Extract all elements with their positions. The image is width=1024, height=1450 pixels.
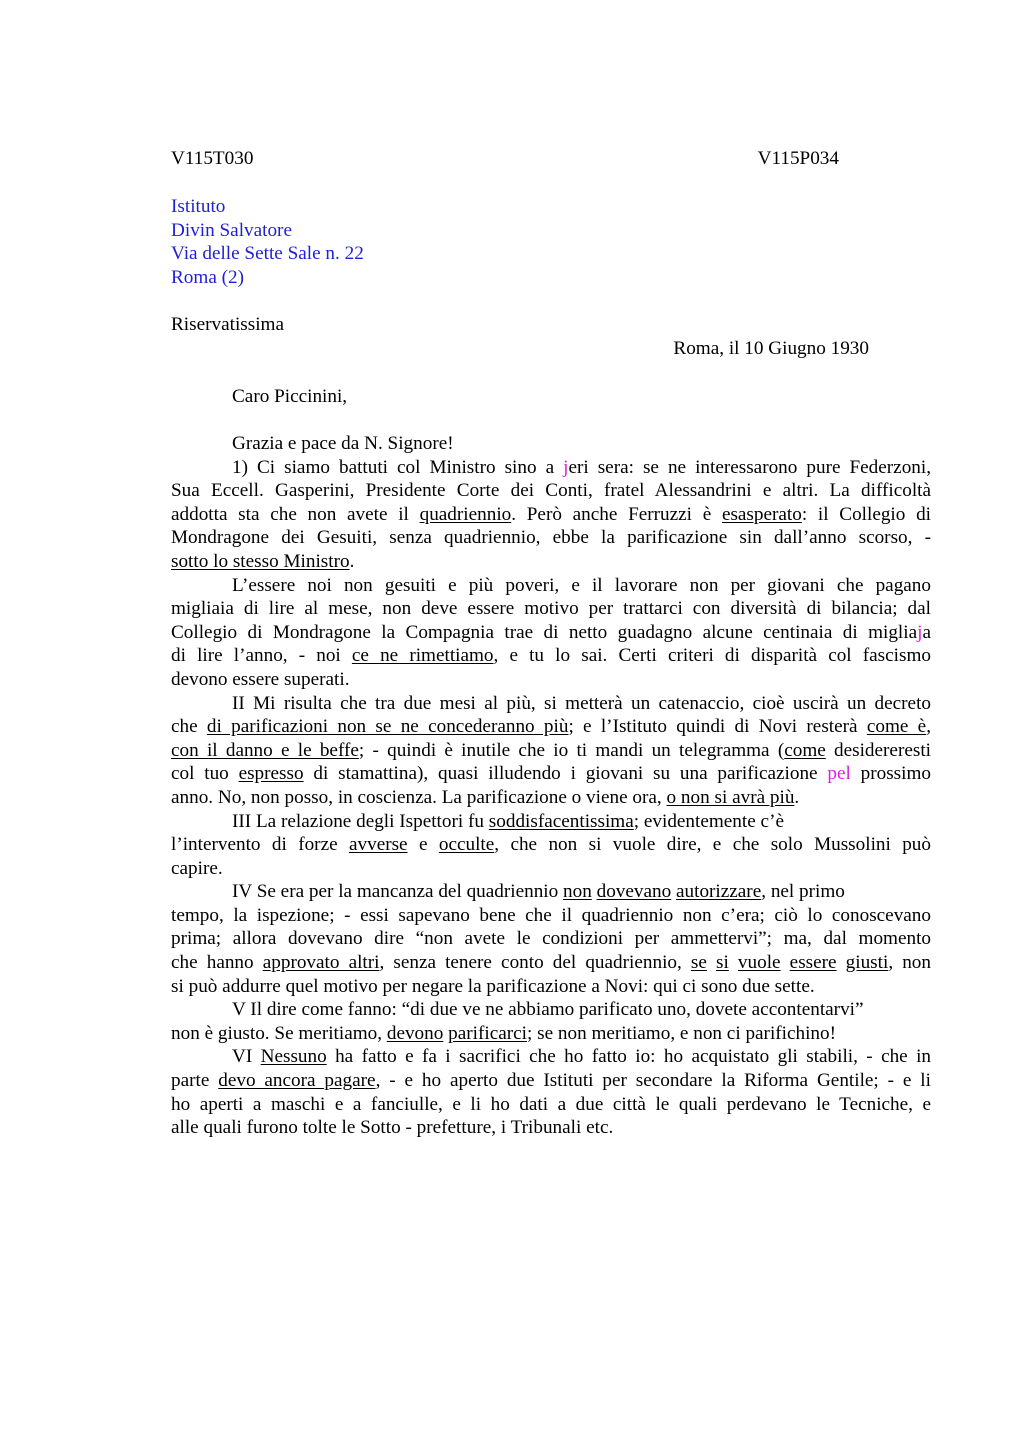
text-segment: tempo, la ispezione; - essi sapevano bene che il quadriennio non c’era; ciò lo conoscevano bbox=[171, 904, 931, 926]
text-line bbox=[171, 456, 931, 480]
text-line bbox=[171, 1116, 931, 1140]
text-segment: parte bbox=[171, 1070, 219, 1092]
underlined-text: dovevano bbox=[596, 881, 672, 903]
underlined-text: ce ne rimettiamo bbox=[351, 645, 494, 667]
address-line: Istituto bbox=[171, 196, 226, 217]
text-line bbox=[171, 998, 931, 1022]
recipient-address bbox=[171, 195, 364, 289]
highlighted-text: pel bbox=[827, 763, 851, 785]
text-line bbox=[171, 1022, 931, 1046]
text-segment: : il Collegio di bbox=[801, 503, 931, 525]
underlined-text: o non si avrà più bbox=[666, 786, 795, 808]
text-segment: alle quali furono tolte le Sotto - prefetture, i Tribunali etc. bbox=[171, 1117, 614, 1139]
underlined-text: esasperato bbox=[721, 503, 802, 525]
text-segment: anno. No, non posso, in coscienza. La parificazione o viene ora, bbox=[171, 786, 667, 808]
text-segment: ho aperti a maschi e a fanciulle, e li ho dati a due città le quali perdevano le Tecniche, e bbox=[171, 1093, 931, 1115]
text-segment: V Il dire come fanno: “di due ve ne abbiamo parificato uno, dovete accontentarvi” bbox=[232, 999, 864, 1021]
text-segment: che hanno bbox=[171, 952, 263, 974]
text-segment bbox=[781, 952, 790, 973]
underlined-text: non bbox=[563, 881, 592, 903]
text-line bbox=[171, 597, 931, 621]
highlighted-text: j bbox=[563, 456, 569, 478]
text-segment: col tuo bbox=[171, 763, 239, 785]
text-segment: prima; allora dovevano dire “non avete le condizioni per ammettervi”; ma, dal momento bbox=[171, 928, 931, 950]
address-line: Roma (2) bbox=[171, 266, 245, 288]
text-segment: e bbox=[407, 834, 439, 856]
text-segment: di stamattina), quasi illudendo i giovani su una parificazione bbox=[303, 763, 828, 785]
text-segment: devono essere superati. bbox=[171, 668, 350, 690]
underlined-text: soddisfacentissima bbox=[488, 810, 634, 832]
text-segment: , bbox=[926, 716, 931, 738]
underlined-text: espresso bbox=[238, 763, 304, 785]
underlined-text: quadriennio bbox=[419, 503, 512, 525]
text-segment: VI bbox=[232, 1046, 261, 1068]
text-line bbox=[171, 786, 931, 810]
document-code-left: V115T030 bbox=[171, 148, 254, 169]
text-segment: Sua Eccell. Gasperini, Presidente Corte dei Conti, fratel Alessandrini e altri. La difficoltà bbox=[171, 480, 931, 502]
underlined-text: occulte bbox=[438, 834, 495, 856]
text-segment: IV Se era per la mancanza del quadriennio bbox=[232, 881, 564, 903]
document-codes bbox=[171, 147, 839, 171]
text-segment: L’essere noi non gesuiti e più poveri, e il lavorare non per giovani che pagano bbox=[232, 574, 931, 596]
text-segment: che bbox=[171, 716, 207, 738]
text-segment: l’intervento di forze bbox=[171, 834, 349, 856]
text-segment: , nel primo bbox=[761, 881, 845, 903]
letter-date: Roma, il 10 Giugno 1930 bbox=[673, 338, 869, 359]
address-line: Divin Salvatore bbox=[171, 219, 292, 241]
text-line bbox=[171, 692, 931, 716]
text-line bbox=[171, 1093, 931, 1117]
highlighted-text: j bbox=[917, 621, 923, 643]
text-line bbox=[171, 621, 931, 645]
text-line bbox=[171, 715, 931, 739]
text-segment: eri sera: se ne interessarono pure Federzoni, bbox=[568, 456, 932, 478]
text-segment: prossimo bbox=[850, 763, 931, 785]
text-segment bbox=[729, 952, 738, 973]
text-line bbox=[171, 927, 931, 951]
letter-body bbox=[171, 432, 931, 1140]
underlined-text: Nessuno bbox=[260, 1046, 327, 1068]
text-line bbox=[171, 503, 931, 527]
text-segment: III La relazione degli Ispettori fu bbox=[232, 810, 489, 832]
text-segment: addotta sta che non avete il bbox=[171, 503, 420, 525]
text-segment: capire. bbox=[171, 857, 223, 879]
text-segment: , - e ho aperto due Istituti per secondare la Riforma Gentile; - e li bbox=[375, 1070, 931, 1092]
text-segment: Collegio di Mondragone la Compagnia trae di netto guadagno alcune centinaia di miglia bbox=[171, 621, 918, 643]
text-line bbox=[171, 880, 931, 904]
text-segment: ; - quindi è inutile che io ti mandi un telegramma ( bbox=[358, 739, 785, 761]
text-segment: desidereresti bbox=[825, 739, 931, 761]
underlined-text: parificarci bbox=[448, 1022, 527, 1044]
text-line bbox=[171, 833, 931, 857]
underlined-text: con il danno e le beffe bbox=[171, 739, 359, 761]
text-segment: . Però anche Ferruzzi è bbox=[511, 503, 722, 525]
text-segment: Mondragone dei Gesuiti, senza quadriennio, ebbe la parificazione sin dall’anno scorso, - bbox=[171, 527, 931, 549]
text-segment: . bbox=[794, 786, 800, 808]
text-line bbox=[171, 644, 931, 668]
underlined-text: devono bbox=[386, 1022, 444, 1044]
underlined-text: se bbox=[690, 952, 707, 974]
text-line bbox=[171, 668, 931, 692]
underlined-text: approvato altri bbox=[262, 952, 380, 974]
underlined-text: devo ancora pagare bbox=[218, 1070, 376, 1092]
text-line bbox=[171, 975, 931, 999]
text-segment: 1) Ci siamo battuti col Ministro sino a bbox=[232, 456, 564, 478]
text-segment: ; e l’Istituto quindi di Novi resterà bbox=[568, 716, 867, 738]
text-segment: non è giusto. Se meritiamo, bbox=[171, 1022, 387, 1044]
text-line bbox=[171, 857, 931, 881]
text-segment: si può addurre quel motivo per negare la parificazione a Novi: qui ci sono due sette. bbox=[171, 975, 815, 997]
underlined-text: vuole bbox=[737, 952, 781, 974]
underlined-text: come è bbox=[866, 716, 927, 738]
text-line bbox=[171, 1045, 931, 1069]
text-line bbox=[171, 904, 931, 928]
text-line bbox=[171, 479, 931, 503]
text-segment bbox=[707, 952, 716, 973]
salutation: Caro Piccinini, bbox=[232, 386, 348, 407]
text-segment: ; evidentemente c’è bbox=[633, 810, 784, 832]
text-segment: , senza tenere conto del quadriennio, bbox=[379, 952, 691, 974]
confidentiality-note: Riservatissima bbox=[171, 314, 284, 335]
text-line bbox=[171, 762, 931, 786]
text-segment: II Mi risulta che tra due mesi al più, si metterà un catenaccio, cioè uscirà un decreto bbox=[232, 692, 931, 714]
text-line bbox=[171, 550, 931, 574]
text-segment bbox=[837, 952, 846, 973]
text-line bbox=[171, 810, 931, 834]
underlined-text: giusti bbox=[845, 952, 889, 974]
text-line bbox=[171, 526, 931, 550]
underlined-text: come bbox=[784, 739, 826, 761]
underlined-text: sotto lo stesso Ministro bbox=[171, 550, 350, 572]
text-segment: ha fatto e fa i sacrifici che ho fatto io: ho acquistato gli stabili, - che in bbox=[326, 1046, 931, 1068]
address-line: Via delle Sette Sale n. 22 bbox=[171, 243, 364, 265]
text-segment: , e tu lo sai. Certi criteri di disparità col fascismo bbox=[493, 645, 931, 667]
text-segment: a bbox=[922, 621, 931, 643]
underlined-text: si bbox=[716, 952, 729, 974]
text-line bbox=[171, 951, 931, 975]
text-segment: . bbox=[349, 550, 355, 572]
document-code-right: V115P034 bbox=[757, 148, 839, 169]
underlined-text: essere bbox=[789, 952, 837, 974]
text-segment: , non bbox=[888, 952, 931, 974]
text-segment: , che non si vuole dire, e che solo Mussolini può bbox=[494, 834, 931, 856]
text-segment: di lire l’anno, - noi bbox=[171, 645, 352, 667]
text-line bbox=[171, 574, 931, 598]
text-line bbox=[171, 432, 931, 456]
text-line bbox=[171, 1069, 931, 1093]
text-segment: Grazia e pace da N. Signore! bbox=[232, 433, 454, 454]
text-segment: ; se non meritiamo, e non ci parifichino! bbox=[526, 1022, 837, 1044]
text-line bbox=[171, 739, 931, 763]
underlined-text: di parificazioni non se ne concederanno più bbox=[206, 716, 569, 738]
underlined-text: autorizzare bbox=[676, 881, 762, 903]
underlined-text: avverse bbox=[348, 834, 408, 856]
text-segment: migliaia di lire al mese, non deve essere motivo per trattarci con diversità di bilancia; dal bbox=[171, 598, 931, 620]
